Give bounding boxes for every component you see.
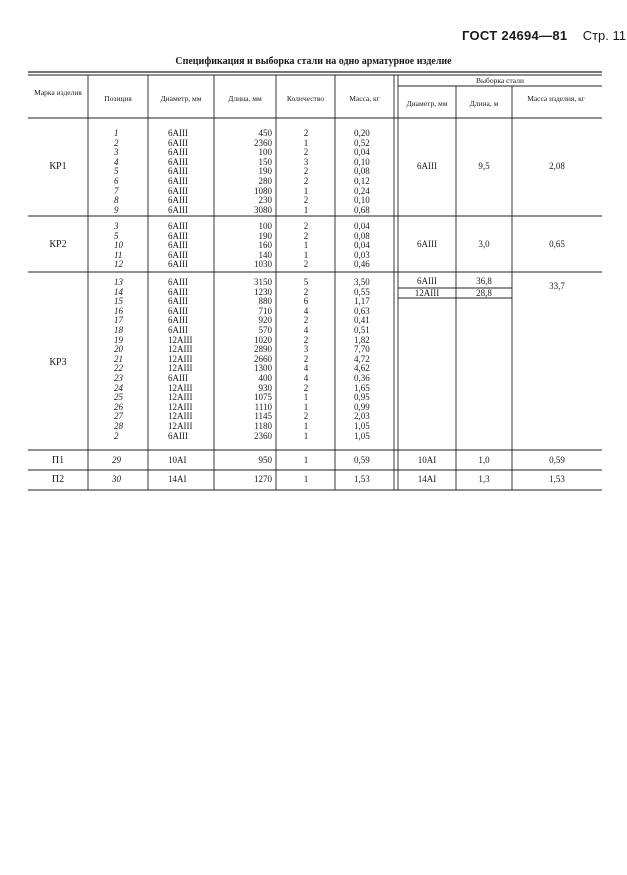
mark-kr2: КР2 [49,239,67,250]
sel-diameter-kr3-1: 6АIII [417,276,437,286]
diameter-p1: 10АI [168,455,187,465]
sel-length-kr3-2: 28,8 [476,288,492,298]
quantities-kr3: 5 2 6 4 2 4 2 3 2 4 4 2 1 1 2 1 1 [303,277,309,441]
masses-kr2: 0,04 0,08 0,04 0,03 0,46 [354,221,370,270]
sel-length-kr1: 9,5 [478,161,490,171]
sel-diameter-kr2: 6АIII [417,239,437,249]
col-header-sel-length: Длина, м [469,99,499,108]
mark-p2: П2 [51,474,65,485]
standard-number: ГОСТ 24694—81 [462,28,568,43]
sel-mass-p1: 0,59 [549,455,565,465]
col-header-sel-diameter: Диаметр, мм [406,99,448,108]
diameters-kr1: 6АIII 6АIII 6АIII 6АIII 6АIII 6АIII 6АIII 6АIII 6АIII [168,128,188,215]
mass-p2: 1,53 [354,474,370,484]
lengths-kr1: 450 2360 100 150 190 280 1080 230 3080 [254,128,272,215]
sel-diameter-kr3-2: 12АIII [414,288,440,298]
position-p2: 30 [112,474,121,484]
sel-diameter-kr1: 6АIII [417,161,437,171]
masses-kr3: 3,50 0,55 1,17 0,63 0,41 0,51 1,82 7,70 4,72 4,62 0,36 1,65 0,95 0,99 2,03 1,05 1,05 [354,277,370,441]
mass-p1: 0,59 [354,455,370,465]
masses-kr1: 0,20 0,52 0,04 0,10 0,08 0,12 0,24 0,10 0,68 [354,128,370,215]
col-header-sel-mass: Масса изделия, кг [527,94,585,103]
diameters-kr2: 6АIII 6АIII 6АIII 6АIII 6АIII [168,221,188,270]
length-p1: 950 [258,455,272,465]
sel-mass-kr1: 2,08 [549,161,565,171]
mark-kr1: КР1 [49,161,67,172]
diameters-kr3: 6АIII 6АIII 6АIII 6АIII 6АIII 6АIII 12АIII 12АIII 12АIII 12АIII 6АIII 12АIII 12АIII 12АIII 12АIII 12АIII 6АIII [168,277,193,441]
quantity-p1: 1 [303,455,309,465]
sel-length-p2: 1,3 [478,474,490,484]
col-header-selection: Выборка стали [476,76,524,85]
col-header-mark: Марка изделия [34,88,82,97]
quantities-kr1: 2 1 2 3 2 2 1 2 1 [303,128,309,215]
length-p2: 1270 [254,474,272,484]
table-title: Спецификация и выборка стали на одно арматурное изделие [175,56,452,67]
positions-kr2: 3 5 10 11 12 [114,221,123,270]
sel-mass-kr2: 0,65 [549,239,565,249]
positions-kr1: 1 2 3 4 5 6 7 8 9 [114,128,119,215]
col-header-position: Позиция [104,94,132,103]
quantity-p2: 1 [303,474,309,484]
col-header-diameter: Диаметр, мм [160,94,202,103]
lengths-kr2: 100 190 160 140 1030 [254,221,272,270]
sel-diameter-p1: 10АI [417,455,437,465]
sel-mass-p2: 1,53 [549,474,565,484]
position-p1: 29 [112,455,121,465]
positions-kr3: 13 14 15 16 17 18 19 20 21 22 23 24 25 26 27 28 2 [114,277,123,441]
sel-mass-kr3: 33,7 [549,281,565,291]
col-header-mass: Масса, кг [349,94,380,103]
col-header-quantity: Количество [286,94,325,103]
sel-length-kr3-1: 36,8 [476,276,492,286]
diameter-p2: 14АI [168,474,187,484]
sel-length-kr2: 3,0 [478,239,490,249]
quantities-kr2: 2 2 1 1 2 [303,221,309,270]
sel-diameter-p2: 14АI [417,474,437,484]
mark-p1: П1 [51,455,65,466]
col-header-length: Длина, мм [228,94,262,103]
mark-kr3: КР3 [49,357,67,368]
sel-length-p1: 1,0 [478,455,490,465]
page-number: Стр. 11 [582,28,626,43]
lengths-kr3: 3150 1230 880 710 920 570 1020 2890 2660 1300 400 930 1075 1110 1145 1180 2360 [254,277,272,441]
